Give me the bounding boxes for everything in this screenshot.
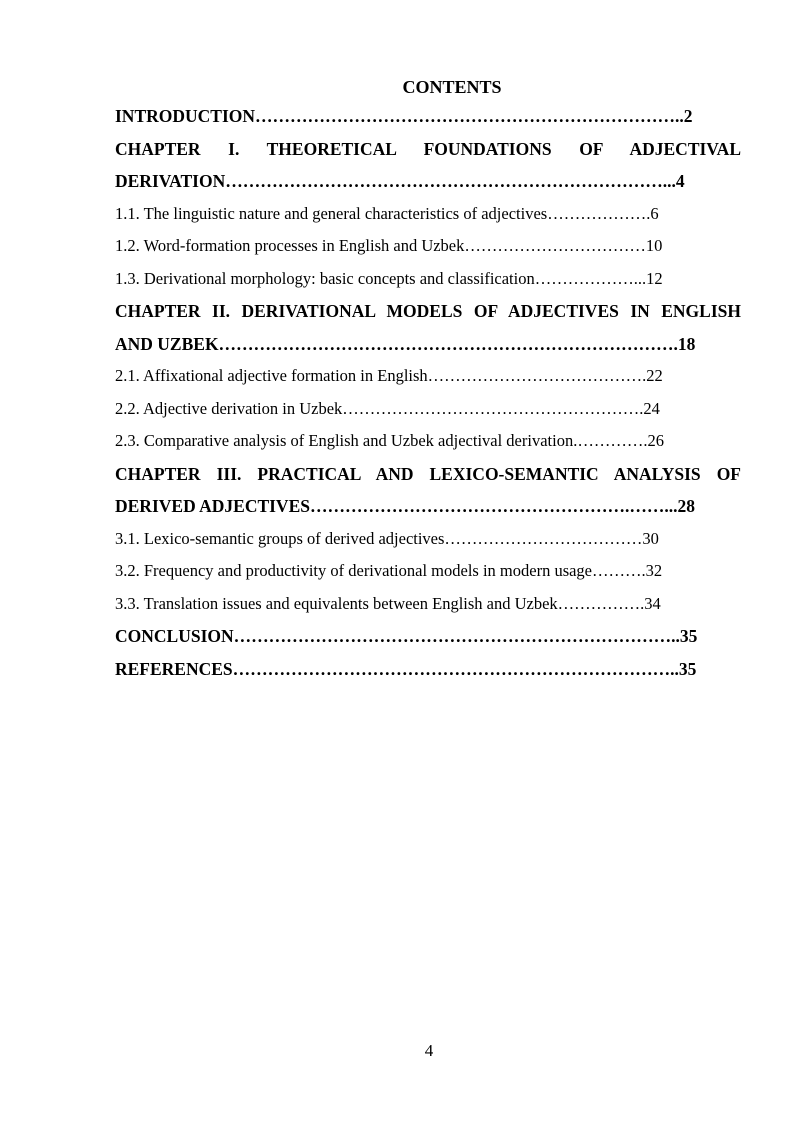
toc-entry-section-3-3[interactable]: 3.3. Translation issues and equivalents between English and Uzbek…………….34 bbox=[115, 593, 661, 613]
toc-entry-chapter-3-heading-cont[interactable]: DERIVED ADJECTIVES……………………………………………….……...28 bbox=[115, 496, 695, 516]
toc-entry-section-1-3[interactable]: 1.3. Derivational morphology: basic concepts and classification………………...12 bbox=[115, 268, 663, 288]
toc-entry-section-3-1[interactable]: 3.1. Lexico-semantic groups of derived adjectives………………………………30 bbox=[115, 528, 659, 548]
toc-entry-section-2-3[interactable]: 2.3. Comparative analysis of English and Uzbek adjectival derivation.………….26 bbox=[115, 431, 664, 450]
toc-entry-section-2-2[interactable]: 2.2. Adjective derivation in Uzbek……………………………………………….24 bbox=[115, 398, 660, 418]
toc-entry-chapter-3-heading[interactable]: CHAPTER III. PRACTICAL AND LEXICO-SEMANTIC ANALYSIS OF bbox=[115, 463, 741, 484]
toc-entry-section-3-2[interactable]: 3.2. Frequency and productivity of derivational models in modern usage……….32 bbox=[115, 561, 663, 580]
toc-entry-chapter-1-heading-cont[interactable]: DERIVATION…………………………………………………………………...4 bbox=[115, 171, 685, 191]
toc-entry-section-1-1[interactable]: 1.1. The linguistic nature and general characteristics of adjectives……………….6 bbox=[115, 203, 659, 223]
page-number: 4 bbox=[424, 1041, 434, 1060]
toc-entry-references[interactable]: REFERENCES…………………………………………………………………..35 bbox=[115, 658, 697, 679]
toc-entry-section-2-1[interactable]: 2.1. Affixational adjective formation in English………………………………….22 bbox=[115, 366, 663, 385]
toc-entry-section-1-2[interactable]: 1.2. Word-formation processes in English and Uzbek……………………………10 bbox=[115, 236, 663, 255]
toc-entry-chapter-2-heading-cont[interactable]: AND UZBEK…………………………………………………………………….18 bbox=[115, 333, 696, 354]
toc-entry-chapter-2-heading[interactable]: CHAPTER II. DERIVATIONAL MODELS OF ADJECTIVES IN ENGLISH bbox=[115, 301, 741, 321]
contents-title: CONTENTS bbox=[402, 77, 502, 97]
toc-entry-conclusion[interactable]: CONCLUSION…………………………………………………………………..35 bbox=[115, 626, 698, 646]
table-of-contents bbox=[115, 100, 741, 685]
toc-entry-chapter-1-heading[interactable]: CHAPTER I. THEORETICAL FOUNDATIONS OF ADJECTIVAL bbox=[115, 138, 741, 159]
toc-entry-introduction[interactable]: INTRODUCTION………………………………………………………………..2 bbox=[115, 106, 693, 126]
